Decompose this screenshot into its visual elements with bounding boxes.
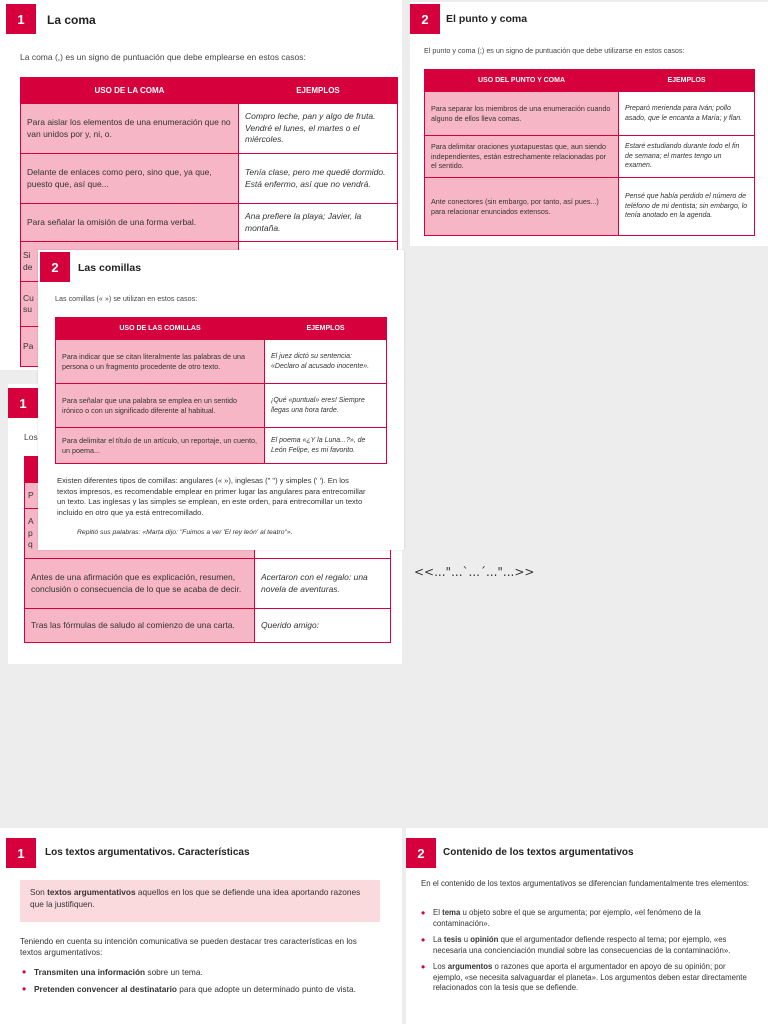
- section-number-badge: 2: [40, 252, 70, 282]
- list-item: • Los argumentos o razones que aporta el argumentador en apoyo de su opinión; por ejemplo, «se necesita salvaguardar el planeta». Los argumentos deben estar directamente relacionados con la tesis que se defiende.: [421, 962, 751, 995]
- col-header-examples: EJEMPLOS: [239, 78, 398, 104]
- item-text: para que adopte un determinado punto de vista.: [176, 983, 356, 994]
- section-number-badge: 1: [8, 388, 38, 418]
- definition-text: Son textos argumentativos aquellos en los que se defiende una idea aportando razones que la justifiquen.: [30, 887, 361, 910]
- card-punto-y-coma: [410, 2, 768, 246]
- use-cell: Ante conectores (sin embargo, por tanto, así pues...) para relacionar enunciados extensos.: [425, 178, 619, 236]
- section-number-badge: 1: [6, 838, 36, 868]
- example-cell: Preparó merienda para Iván; pollo asado, que le encanta a María; y flan.: [619, 92, 755, 136]
- example-cell: ¡Qué «puntual» eres! Siempre llegas una hora tarde.: [265, 384, 387, 428]
- table-row: [425, 92, 755, 136]
- item-bold: Pretenden convencer al destinatario: [34, 983, 177, 994]
- example-cell: Acertaron con el regalo: una novela de aventuras.: [255, 559, 391, 609]
- partial-text: Pa: [23, 340, 34, 351]
- col-header-use: USO DEL PUNTO Y COMA: [425, 70, 619, 92]
- partial-text: P: [28, 489, 34, 500]
- partial-text: Cu: [23, 292, 34, 303]
- characteristics-list: [22, 967, 382, 1000]
- item-bold: argumentos: [447, 961, 493, 971]
- table-row: [25, 559, 391, 609]
- list-item: • El tema u objeto sobre el que se argumenta; por ejemplo, «el fenómeno de la contaminación».: [421, 908, 751, 930]
- use-cell: Para delimitar el título de un artículo, un reportaje, un cuento, un poema...: [56, 428, 265, 464]
- section-intro: El punto y coma (;) es un signo de puntuación que debe utilizarse en estos casos:: [424, 46, 685, 55]
- item-text: u objeto sobre el que se argumenta; por ejemplo, «el fenómeno de la contaminación».: [433, 908, 701, 928]
- section-lead: En el contenido de los textos argumentativos se diferencian fundamentalmente tres elementos:: [421, 879, 750, 888]
- use-cell: Para señalar que una palabra se emplea en un sentido irónico o con un significado diferente al habitual.: [56, 384, 265, 428]
- section-lead: Teniendo en cuenta su intención comunicativa se pueden destacar tres características en los textos argumentativos:: [20, 937, 357, 958]
- usage-table: [55, 317, 387, 464]
- use-cell: Para delimitar oraciones yuxtapuestas que, aun siendo independientes, están estrechamente relacionadas por el sentido.: [425, 136, 619, 178]
- partial-text: q: [28, 539, 33, 550]
- section-title: La coma: [47, 13, 96, 27]
- list-item: [22, 967, 382, 979]
- example-cell: El poema «¿Y la Luna...?», de León Felipe, es mi favorito.: [265, 428, 387, 464]
- item-text: o razones que aporta el argumentador en apoyo de su opinión; por ejemplo, «se necesita salvaguardar el planeta». Los argumentos deben estar directamente relacionados con la tesis que se defiende.: [433, 961, 747, 993]
- partial-text: de: [23, 261, 33, 272]
- col-header-examples: EJEMPLOS: [619, 70, 755, 92]
- item-text: sobre un tema.: [145, 967, 203, 977]
- section-number-badge: 2: [406, 838, 436, 868]
- item-bold: tema: [442, 908, 461, 917]
- example-cell: El juez dictó su sentencia: «Declaro al acusado inocente».: [265, 340, 387, 384]
- use-cell: Para indicar que se citan literalmente las palabras de una persona o un fragmento procedente de otro texto.: [56, 340, 265, 384]
- col-header-examples: EJEMPLOS: [265, 318, 387, 340]
- partial-text: Si: [23, 250, 31, 261]
- item-bold: Transmiten una información: [34, 967, 146, 977]
- section-number-badge: 2: [410, 4, 440, 34]
- definition-box: [20, 880, 380, 922]
- example-cell: Pensé que había perdido el número de teléfono de mi dentista; sin embargo, lo tenía anotado en la agenda.: [619, 178, 755, 236]
- section-intro: Las comillas (« ») se utilizan en estos casos:: [55, 294, 198, 303]
- partial-text: su: [23, 304, 32, 314]
- elements-list: [421, 908, 751, 999]
- section-title: Contenido de los textos argumentativos: [443, 847, 634, 858]
- partial-text: A: [28, 516, 34, 527]
- partial-text: p: [28, 527, 33, 538]
- table-row: [21, 154, 398, 204]
- table-row: [425, 178, 755, 236]
- comillas-paragraph: Existen diferentes tipos de comillas: angulares (« »), inglesas (" ") y simples (' '). En los textos impresos, es recomendable emplear en primer lugar las angulares para entrecomillar un texto. Las inglesas y las simples se emplean, en este orden, para entrecomillar un texto incluido en otro que ya está entrecomillado.: [57, 476, 366, 517]
- card-contenido-argumentativos: [406, 828, 768, 1024]
- example-cell: Querido amigo:: [255, 609, 391, 643]
- use-cell: Para señalar la omisión de una forma verbal.: [21, 204, 239, 242]
- use-cell: Tras las fórmulas de saludo al comienzo de una carta.: [25, 609, 255, 643]
- example-cell: Ana prefiere la playa; Javier, la montaña.: [239, 204, 398, 242]
- card-las-comillas: [38, 250, 404, 550]
- item-bold: opinión: [470, 934, 499, 944]
- section-title: El punto y coma: [446, 13, 528, 25]
- col-header-use: USO DE LA COMA: [21, 78, 239, 104]
- quote-symbols: <<..."...`...´..."...>>: [414, 565, 535, 579]
- use-cell: Para separar los miembros de una enumeración cuando alguno de ellos lleva comas.: [425, 92, 619, 136]
- table-row: [25, 609, 391, 643]
- table-row: [425, 136, 755, 178]
- card-textos-argumentativos: [0, 828, 402, 1024]
- section-title: Los textos argumentativos. Características: [45, 847, 250, 858]
- table-row: [56, 340, 387, 384]
- col-header-use: USO DE LAS COMILLAS: [56, 318, 265, 340]
- table-row: [56, 428, 387, 464]
- list-item: • La tesis u opinión que el argumentador defiende respecto al tema; por ejemplo, «es necesaria una concienciación mundial sobre las consecuencias de la contaminación».: [421, 935, 751, 957]
- section-title: Las comillas: [78, 262, 142, 274]
- section-intro: La coma (,) es un signo de puntuación que debe emplearse en estos casos:: [20, 52, 306, 62]
- usage-table: [424, 69, 755, 236]
- example-cell: Estaré estudiando durante todo el fin de semana; el martes tengo un examen.: [619, 136, 755, 178]
- table-row: [21, 104, 398, 154]
- use-cell: Para aislar los elementos de una enumeración que no van unidos por y, ni, o.: [21, 104, 239, 154]
- section-intro: Los: [24, 432, 38, 442]
- table-row: [56, 384, 387, 428]
- table-row: [21, 204, 398, 242]
- item-text: que el argumentador defiende respecto al tema; por ejemplo, «es necesaria una concienciación mundial sobre las consecuencias de la contaminación».: [433, 934, 731, 955]
- example-cell: Tenía clase, pero me quedé dormido. Está enfermo, así que no vendrá.: [239, 154, 398, 204]
- section-number-badge: 1: [6, 4, 36, 34]
- list-item: [22, 984, 382, 996]
- use-cell: Delante de enlaces como pero, sino que, ya que, puesto que, así que...: [21, 154, 239, 204]
- use-cell: Antes de una afirmación que es explicación, resumen, conclusión o consecuencia de lo que se acaba de decir.: [25, 559, 255, 609]
- comillas-example: Repitió sus palabras: «Marta dijo: "Fuimos a ver 'El rey león' al teatro"».: [77, 529, 293, 536]
- example-cell: Compro leche, pan y algo de fruta. Vendré el lunes, el martes o el miércoles.: [239, 104, 398, 154]
- item-bold: tesis: [443, 934, 462, 944]
